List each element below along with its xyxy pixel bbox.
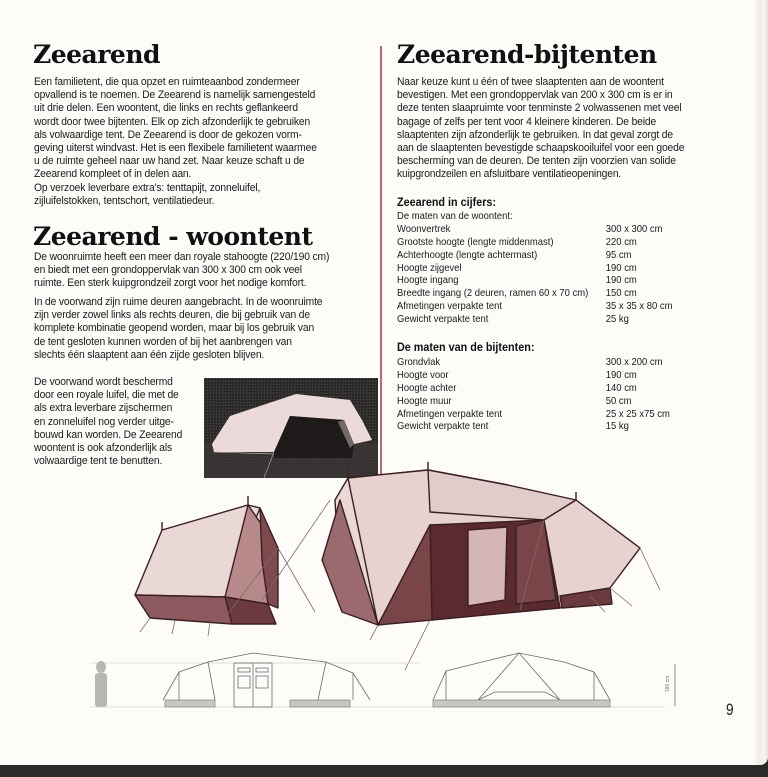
spec-value: 190 cm — [605, 274, 637, 287]
woontent-specs-table — [397, 210, 696, 326]
tent-illustration — [0, 460, 768, 720]
spec-row — [397, 223, 696, 236]
spec-label: Hoogte achter — [397, 381, 457, 394]
woontent-paragraph-2: In de voorwand zijn ruime deuren aangebracht. In de woonruimte zijn verder zowel links als rechts deuren, die bij gebruik van de komplete kombinatie geopend worden, maar bij los gebruik van de tent gesloten kunnen worden of bij het aanbrengen van slechts één slaaptent aan één zijde gesloten blijven. — [34, 296, 323, 361]
spec-row — [397, 262, 696, 275]
spec-row — [397, 249, 696, 262]
title-woontent: Zeearend - woontent — [33, 222, 313, 251]
spec-row — [397, 313, 696, 326]
title-bijtenten: Zeearend-bijtenten — [397, 40, 657, 69]
spec-label: Afmetingen verpakte tent — [397, 407, 503, 420]
spec-value: 25 x 25 x75 cm — [605, 407, 670, 420]
woontent-drawing — [322, 462, 640, 625]
spec-row — [397, 420, 696, 433]
spec-value: 140 cm — [605, 381, 637, 394]
woontent-paragraph-1: De woonruimte heeft een meer dan royale stahoogte (220/190 cm) en biedt met een grondoppervlak van 300 x 300 cm ook veel ruimte. Een sterk kuipgrondzeil zorgt voor het nodige komfort. — [34, 251, 330, 290]
intro-text-bijtenten: Naar keuze kunt u één of twee slaaptenten aan de woontent bevestigen. Met een grondoppervlak van 200 x 300 cm is er in deze tenten slaapruimte voor tenminste 2 volwassenen met veel bagage of zelfs per tent voor 4 kleinere kinderen. De beide slaaptenten zijn afzonderlijk te gebruiken. In dat geval zorgt de aan de slaaptenten bevestigde schaapskooiluifel voor een goede bescherming van de deuren. De tenten zijn voorzien van solide kuipgrondzeilen en afsluitbare ventilatieopeningen. — [397, 76, 685, 181]
title-zeearend: Zeearend — [33, 40, 160, 69]
spec-row — [397, 274, 696, 287]
spec-value: 300 x 300 cm — [605, 222, 663, 235]
spec-label: Hoogte ingang — [397, 274, 459, 287]
page-number: 9 — [725, 700, 734, 719]
spec-value: 35 x 35 x 80 cm — [605, 300, 673, 313]
spec-row — [397, 287, 696, 300]
spec-value: 220 cm — [605, 235, 637, 248]
spec-row — [397, 236, 696, 249]
spec-value: 190 cm — [605, 368, 637, 381]
person-silhouette-icon — [95, 661, 107, 707]
spec-label: Grondvlak — [397, 356, 441, 368]
spec-label: Hoogte muur — [397, 394, 452, 407]
spec-row — [397, 408, 696, 421]
spec-row — [397, 382, 696, 395]
intro-text-zeearend: Een familietent, die qua opzet en ruimteaanbod zondermeer opvallend is te noemen. De Zeearend is namelijk samengesteld uit drie delen. Een woontent, die links en rechts geflankeerd wordt door twee bijtenten. Elk op zich afzonderlijk te gebruiken als volwaardige tent. De Zeearend is door de gekozen vorm- geving uiterst windvast. Het is een flexibele familietent waarmee u de ruimte geheel naar uw hand zet. Naar keuze schaft u de Zeearend kompleet of in delen aan. Op verzoek leverbare extra's: tenttapijt, zonneluifel, zijluifelstokken, tentschort, ventilatiedeur. — [34, 76, 317, 207]
elevation-side — [433, 653, 675, 707]
spec-label: Afmetingen verpakte tent — [397, 300, 503, 313]
spec-label: Hoogte zijgevel — [397, 261, 462, 274]
spec-label: Achterhoogte (lengte achtermast) — [397, 248, 538, 261]
spec-row — [397, 395, 696, 408]
spec-row — [397, 369, 696, 382]
bijtent-drawing — [135, 496, 278, 624]
bijtenten-specs-title: De maten van de bijtenten: — [397, 340, 535, 354]
elevation-front — [90, 653, 665, 707]
spec-value: 150 cm — [605, 287, 637, 300]
spec-row — [397, 356, 696, 369]
spec-label: Grootste hoogte (lengte middenmast) — [397, 235, 554, 248]
spec-value: 300 x 200 cm — [605, 356, 663, 368]
spec-value: 190 cm — [605, 261, 637, 274]
spec-value: 95 cm — [605, 248, 632, 261]
spec-label: Hoogte voor — [397, 368, 449, 381]
bijtenten-specs-table — [397, 356, 696, 433]
dimension-label: 180 cm — [665, 675, 671, 692]
woontent-paragraph-3: De voorwand wordt beschermd door een royale luifel, die met de als extra leverbare zijschermen en zonneluifel nog verder uitge- bouwd kan worden. De Zeearend woontent is ook afzonderlijk als volwaardige tent te benutten. — [34, 376, 183, 468]
spec-value: 25 kg — [605, 313, 629, 326]
spec-label: Woonvertrek — [397, 222, 451, 235]
spec-value: 15 kg — [605, 420, 629, 433]
spec-row — [397, 300, 696, 313]
spec-label: Breedte ingang (2 deuren, ramen 60 x 70 cm) — [397, 287, 589, 300]
woontent-specs-heading: De maten van de woontent: — [397, 210, 513, 222]
spec-label: Gewicht verpakte tent — [397, 420, 489, 433]
specs-title: Zeearend in cijfers: — [397, 195, 497, 209]
spec-label: Gewicht verpakte tent — [397, 313, 489, 326]
spec-value: 50 cm — [605, 394, 632, 407]
column-divider — [380, 46, 382, 478]
